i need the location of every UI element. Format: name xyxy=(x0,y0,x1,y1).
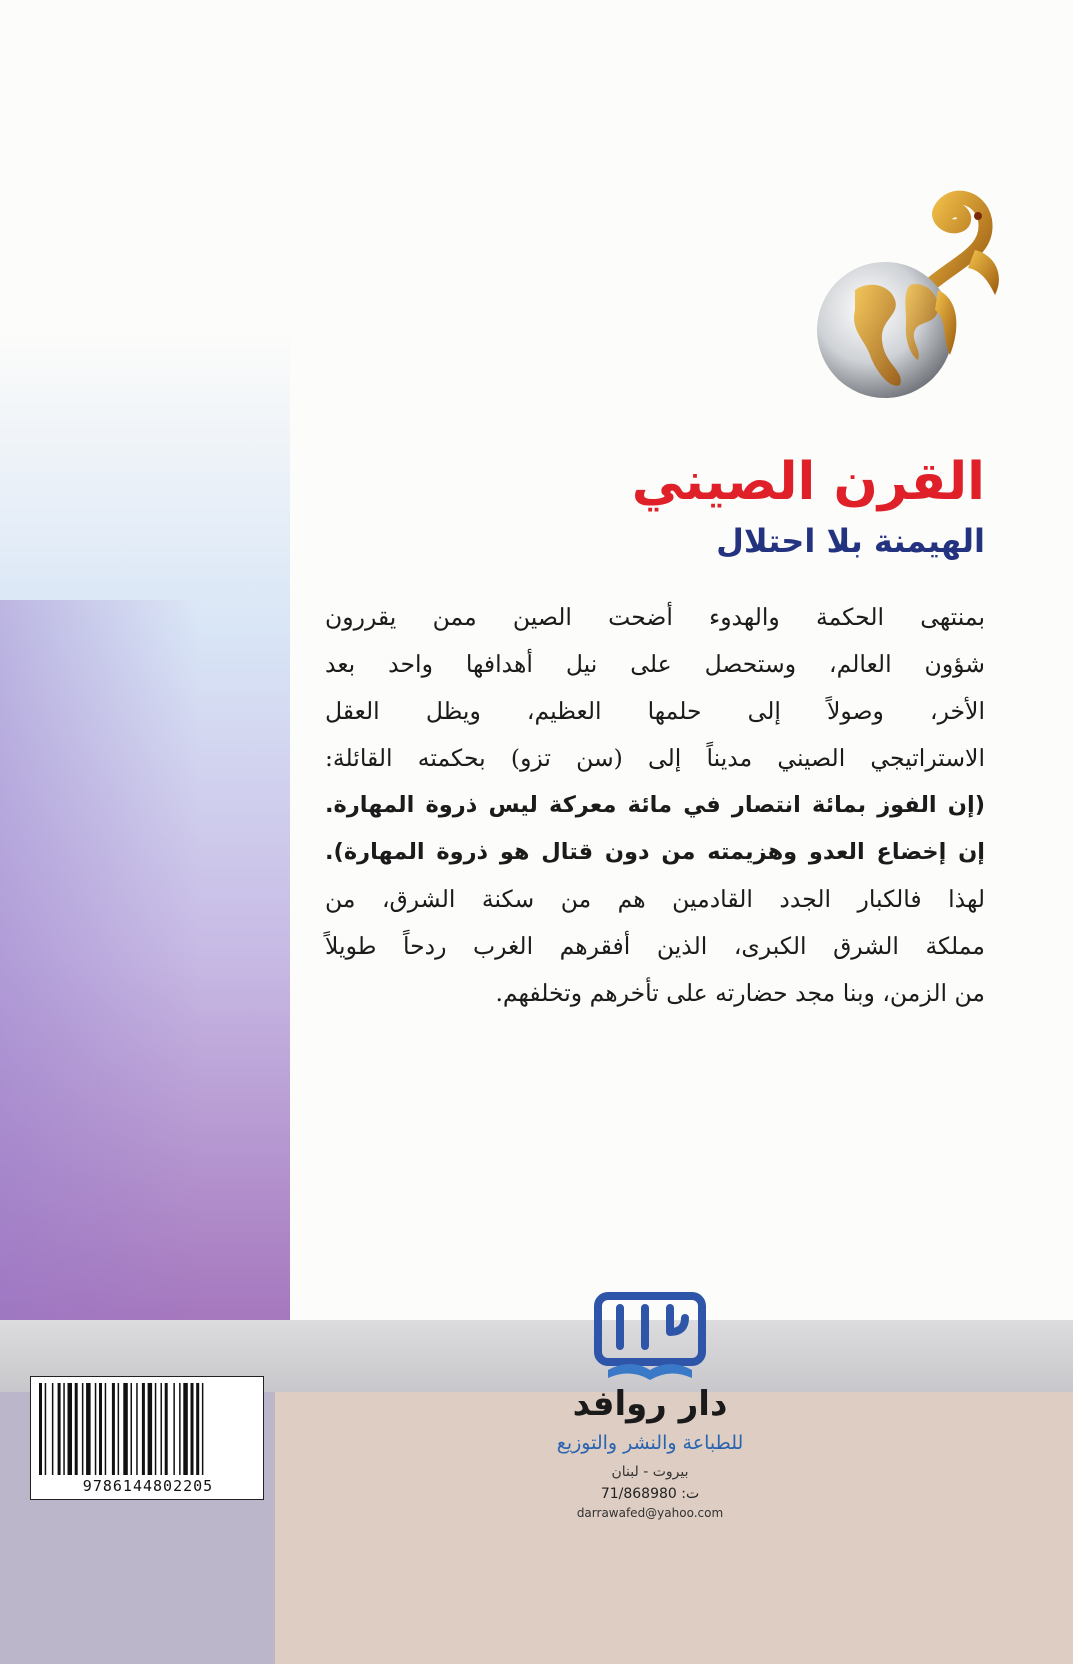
blurb-paragraph xyxy=(325,594,985,1064)
isbn-barcode xyxy=(30,1376,264,1500)
isbn-number: 9786144802205 xyxy=(82,1477,214,1495)
blurb-line: شؤون العالم، وستحصل على نيل أهدافها واحد بعد xyxy=(325,650,985,678)
publisher-email: darrawafed@yahoo.com xyxy=(576,1506,724,1520)
publisher-name: دار روافد xyxy=(572,1384,728,1424)
quote-line: إن إخضاع العدو وهزيمته من دون قتال هو ذروة المهارة). xyxy=(325,839,985,865)
book-subtitle: الهيمنة بلا احتلال xyxy=(716,522,985,560)
barcode-bars xyxy=(39,1383,257,1475)
blurb-line: بمنتهى الحكمة والهدوء أضحت الصين ممن يقررون xyxy=(325,603,985,631)
purple-gradient xyxy=(0,600,200,1330)
dragon-globe-icon xyxy=(810,180,1010,430)
blurb-line: لهذا فالكبار الجدد القادمين هم من سكنة الشرق، من xyxy=(325,885,985,913)
blurb-line: الاستراتيجي الصيني مديناً إلى (سن تزو) بحكمته القائلة: xyxy=(325,744,985,772)
publisher-city: بيروت - لبنان xyxy=(611,1464,689,1480)
blurb-line: مملكة الشرق الكبرى، الذين أفقرهم الغرب ردحاً طويلاً xyxy=(325,932,985,960)
quote-line: (إن الفوز بمائة انتصار في مائة معركة ليس ذروة المهارة. xyxy=(325,792,985,818)
publisher-phone: ت: 71/868980 xyxy=(600,1486,700,1502)
publisher-tagline: للطباعة والنشر والتوزيع xyxy=(556,1432,744,1454)
rawafed-book-logo-icon xyxy=(590,1288,710,1388)
blurb-line: من الزمن، وبنا مجد حضارته على تأخرهم وتخلفهم. xyxy=(495,979,985,1007)
blurb-line: الأخر، وصولاً إلى حلمها العظيم، ويظل العقل xyxy=(325,697,985,725)
book-title: القرن الصيني xyxy=(631,452,985,512)
